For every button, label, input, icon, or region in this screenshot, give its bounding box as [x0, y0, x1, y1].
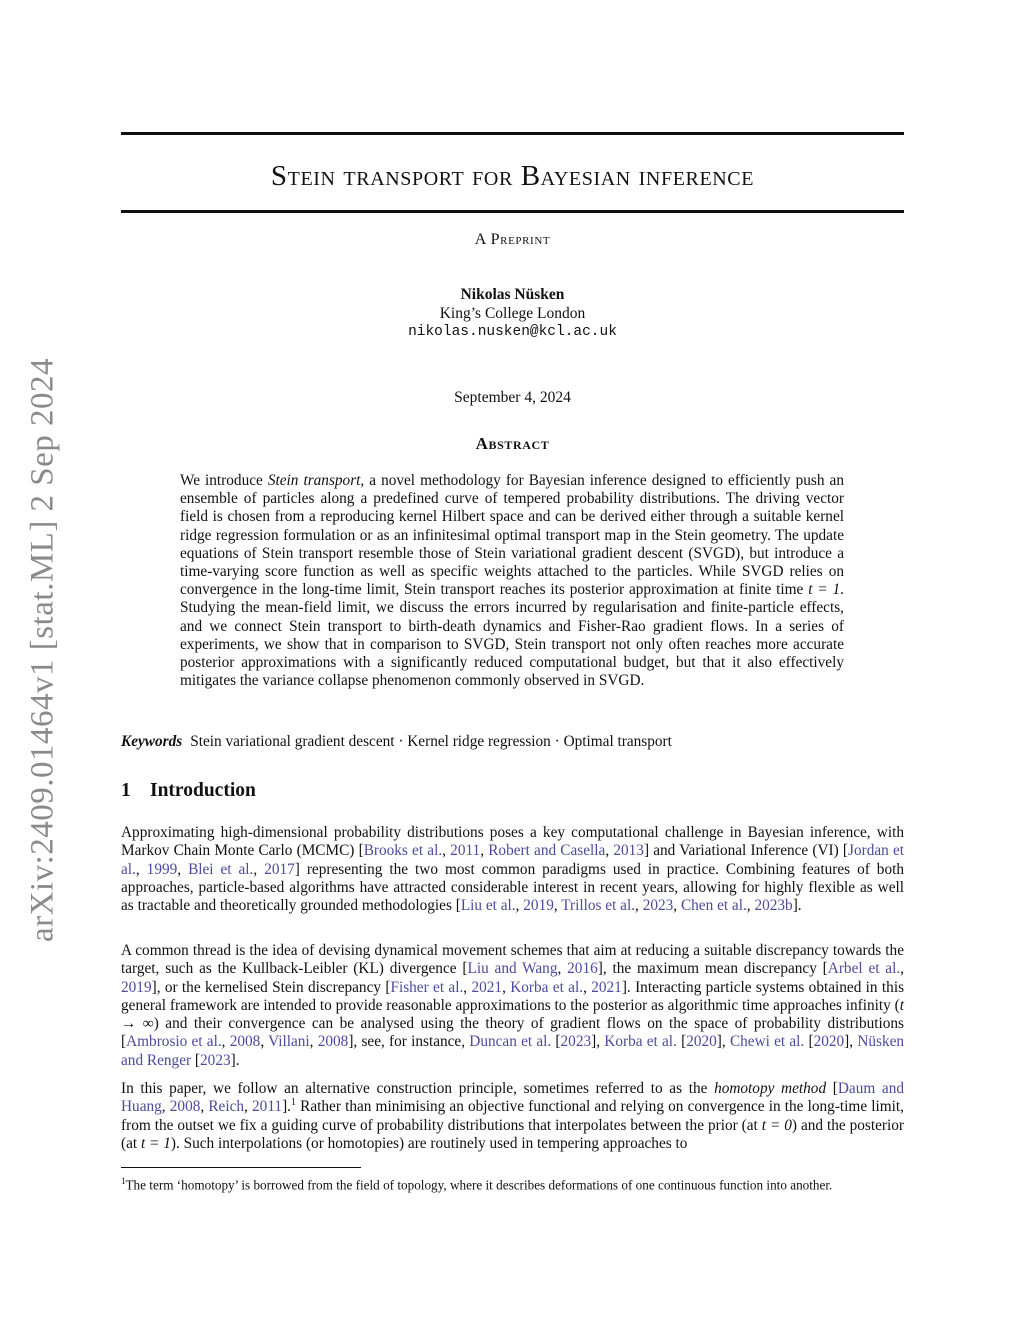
preprint-label: A Preprint [474, 231, 551, 248]
author-block [121, 286, 904, 342]
footnote-divider [121, 1167, 361, 1168]
paragraph-text: , [583, 978, 592, 996]
citation-link[interactable]: Trillos et al. [561, 897, 636, 915]
emphasized-term: homotopy method [714, 1080, 827, 1097]
citation-link[interactable]: Robert and Casella [488, 842, 606, 860]
paragraph-text: , [221, 1033, 230, 1051]
abstract-text: , a novel methodology for Bayesian inference designed to efficiently push an ensemble of particles along a predefined curve of tempered probability distributions. The driving vector field is chosen from a reproducing kernel Hilbert space and can be derived either through a suitable kernel ridge regression formulation or as an infinitesimal optimal transport map in the Stein geometry. The update equations of Stein transport resemble those of Stein variational gradient descent (SVGD), but introduce a time-varying score function as well as specific weights attached to the particles. While SVGD relies on convergence in the long-time limit, Stein transport reaches its posterior approximation at finite time [180, 472, 844, 599]
inline-math: t = 1 [140, 1134, 171, 1152]
citation-link[interactable]: 2020 [813, 1033, 845, 1051]
paragraph-text: , [161, 1098, 170, 1116]
footnote-number: 1 [121, 1176, 126, 1186]
title-rule-top [121, 132, 904, 135]
paragraph-text: [ [676, 1033, 687, 1051]
citation-link[interactable]: 2021 [471, 978, 503, 996]
paragraph-text: ). Such interpolations (or homotopies) are routinely used in tempering approaches to [170, 1134, 688, 1152]
paragraph-text: ]. [230, 1051, 240, 1069]
citation-link[interactable]: Chewi et al. [729, 1033, 805, 1051]
author-affiliation: King’s College London [439, 304, 586, 322]
footnote-text: The term ‘homotopy’ is borrowed from the field of topology, where it describes deformations of one continuous function into another. [125, 1177, 833, 1193]
paragraph-text: ], [844, 1033, 858, 1051]
author-email[interactable]: nikolas.nusken@kcl.ac.uk [408, 324, 617, 340]
paragraph-text: , [177, 860, 189, 878]
paragraph-text: , [515, 897, 524, 915]
citation-link[interactable]: Blei et al. [188, 860, 254, 878]
paragraph-text: ] representing the two most common paradigms used in practice. Combining features of both approaches, particle-based algorithms have attracted considerable interest in recent years, allowing for highly flexible as well as tractable and theoretically grounded methodologies [ [121, 860, 904, 915]
citation-link[interactable]: Arbel et al. [827, 960, 901, 978]
paragraph-text: ) and the posterior (at [121, 1116, 905, 1152]
paragraph-text: ] and Variational Inference (VI) [ [643, 842, 849, 860]
citation-link[interactable]: 2008 [317, 1033, 349, 1051]
citation-link[interactable]: 2023 [200, 1051, 231, 1069]
citation-link[interactable]: Villani [268, 1033, 310, 1051]
publication-date: September 4, 2024 [454, 389, 571, 406]
paragraph-text: [ [826, 1080, 838, 1097]
section-title: Introduction [150, 780, 256, 801]
paragraph-text: , [635, 897, 643, 915]
citation-link[interactable]: Nüsken and Renger [121, 1033, 905, 1069]
paragraph-text: , [135, 860, 147, 878]
abstract-text: We introduce [180, 472, 268, 489]
paragraph-text: , [502, 978, 511, 996]
citation-link[interactable]: Duncan et al. [469, 1033, 552, 1051]
paragraph-text: [ [191, 1051, 201, 1069]
paragraph-text: , [253, 860, 265, 878]
section-heading [121, 780, 256, 802]
citation-link[interactable]: Reich [208, 1098, 245, 1116]
citation-link[interactable]: 2008 [169, 1098, 201, 1116]
citation-link[interactable]: Liu and Wang [467, 960, 558, 978]
section-number: 1 [121, 780, 131, 801]
intro-paragraph-1 [121, 824, 904, 915]
abstract-term: Stein transport [267, 472, 361, 489]
inline-math: t → ∞ [121, 996, 904, 1033]
intro-paragraph-2 [121, 942, 904, 1070]
paragraph-text: [ [804, 1033, 814, 1051]
citation-link[interactable]: 2020 [686, 1033, 717, 1051]
paragraph-text: ]. [792, 897, 802, 915]
paragraph-text: , [244, 1098, 253, 1116]
paragraph-text: ]. [282, 1098, 291, 1116]
inline-math: t = 0 [761, 1116, 792, 1134]
paragraph-text: A common thread is the idea of devising dynamical movement schemes that aim at reducing a suitable discrepancy towards the target, such as the Kullback-Leibler (KL) divergence [ [121, 942, 904, 978]
paragraph-text: , [900, 960, 904, 978]
abstract-math: t = 1 [808, 581, 841, 599]
paper-title: Stein transport for Bayesian inference [270, 160, 755, 192]
paragraph-text: , [557, 960, 568, 978]
keywords-text: Stein variational gradient descent · Kernel ridge regression · Optimal transport [190, 733, 672, 750]
paragraph-text: ], or the kernelised Stein discrepancy [ [151, 978, 391, 996]
arxiv-identifier-stamp: arXiv:2409.01464v1 [stat.ML] 2 Sep 2024 [24, 357, 61, 943]
paragraph-text: ], [716, 1033, 730, 1051]
citation-link[interactable]: 2019 [121, 978, 152, 996]
paragraph-text: In this paper, we follow an alternative construction principle, sometimes referred to as the [121, 1080, 715, 1097]
citation-link[interactable]: 2008 [229, 1033, 261, 1051]
abstract-text: . Studying the mean-field limit, we discuss the errors incurred by regularisation and finite-particle effects, and we connect Stein transport to birth-death dynamics and Fisher-Rao gradient flows. In a series of experiments, we show that in comparison to SVGD, Stein transport not only often reaches more accurate posterior approximations with a significantly reduced computational budget, but that it also effectively mitigates the variance collapse phenomenon commonly observed in SVGD. [180, 581, 844, 690]
paragraph-text: , [260, 1033, 269, 1051]
paragraph-text: , [442, 842, 451, 860]
citation-link[interactable]: Liu et al. [460, 897, 516, 915]
keywords-label: Keywords [121, 733, 183, 750]
paragraph-text: ], [591, 1033, 605, 1051]
paragraph-text: ) and their convergence can be analysed using the theory of gradient flows on the space of probability distributions [ [121, 1015, 904, 1051]
abstract-body [180, 472, 844, 690]
citation-link[interactable]: Fisher et al. [390, 978, 464, 996]
paragraph-text: , [309, 1033, 318, 1051]
citation-link[interactable]: 1999 [146, 860, 178, 878]
paragraph-text: , [673, 897, 681, 915]
keywords-line [121, 733, 672, 751]
abstract-heading: Abstract [475, 434, 550, 453]
paragraph-text: , [463, 978, 472, 996]
author-name: Nikolas Nüsken [460, 286, 565, 303]
footnote-marker[interactable]: 1 [290, 1097, 296, 1109]
citation-link[interactable]: Korba et al. [604, 1033, 677, 1051]
paragraph-text: ]. Interacting particle systems obtained in this general framework are intended to provide reasonable approximations to the posterior as algorithmic time approaches infinity ( [121, 978, 905, 1014]
paragraph-text: Approximating high-dimensional probability distributions poses a key computational challenge in Bayesian inference, with Markov Chain Monte Carlo (MCMC) [ [121, 824, 904, 860]
citation-link[interactable]: Korba et al. [510, 978, 584, 996]
citation-link[interactable]: 2021 [591, 978, 622, 996]
citation-link[interactable]: 2011 [252, 1098, 283, 1116]
citation-link[interactable]: Chen et al. [680, 897, 747, 915]
paragraph-text: ], see, for instance, [348, 1033, 470, 1051]
paragraph-text: [ [551, 1033, 561, 1051]
paragraph-text: , [605, 842, 614, 860]
footnote [121, 1173, 904, 1193]
citation-link[interactable]: 2023 [642, 897, 674, 915]
title-rule-bottom [121, 210, 904, 213]
citation-link[interactable]: 2023 [560, 1033, 592, 1051]
citation-link[interactable]: 2016 [567, 960, 598, 978]
citation-link[interactable]: 2017 [264, 860, 295, 878]
intro-paragraph-3 [121, 1080, 904, 1153]
citation-link[interactable]: Daum and Huang [121, 1080, 904, 1116]
citation-link[interactable]: 2011 [450, 842, 481, 860]
paragraph-text: , [553, 897, 562, 915]
citation-link[interactable]: Jordan et al. [121, 842, 905, 878]
paragraph-text: , [200, 1098, 209, 1116]
paragraph-text: , [480, 842, 489, 860]
paragraph-text: Rather than minimising an objective functional and relying on convergence in the long-time limit, from the outset we fix a guiding curve of probability distributions that interpolates between the prior (at [121, 1098, 904, 1134]
citation-link[interactable]: Ambrosio et al. [126, 1033, 222, 1051]
citation-link[interactable]: 2023b [754, 897, 793, 915]
paragraph-text: , [746, 897, 755, 915]
citation-link[interactable]: Brooks et al. [363, 842, 443, 860]
citation-link[interactable]: 2013 [613, 842, 644, 860]
citation-link[interactable]: 2019 [523, 897, 554, 915]
paragraph-text: ], the maximum mean discrepancy [ [597, 960, 828, 978]
